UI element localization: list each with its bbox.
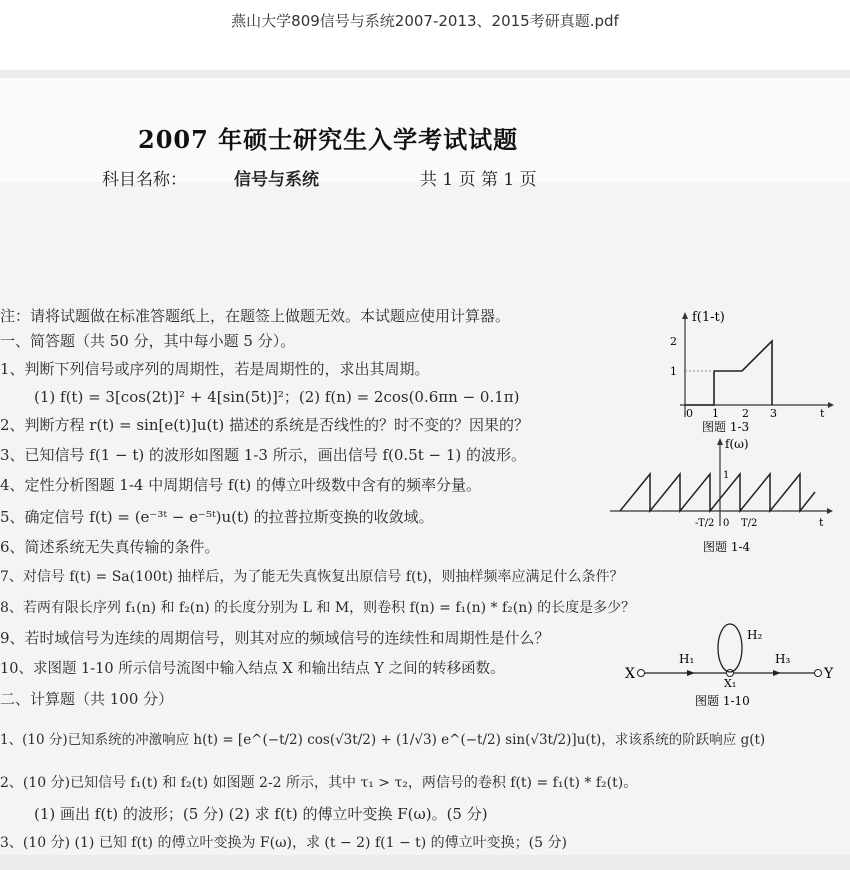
fig13-caption: 图题 1-3 bbox=[702, 420, 750, 434]
question-2: 2、判断方程 r(t) = sin[e(t)]u(t) 描述的系统是否线性的？时不变的？因果的？ bbox=[0, 416, 529, 434]
subject-label: 科目名称： bbox=[102, 170, 187, 190]
fig110-y: Y bbox=[824, 666, 834, 682]
fig110-h2: H₂ bbox=[747, 628, 763, 642]
figure-1-10 bbox=[625, 615, 835, 710]
section-1-heading: 一、简答题（共 50 分，其中每小题 5 分）。 bbox=[0, 332, 296, 350]
calc-question-2: 2、(10 分)已知信号 f₁(t) 和 f₂(t) 如图题 2-2 所示，其中 τ₁ > τ₂，两信号的卷积 f(t) = f₁(t) * f₂(t)。 bbox=[0, 775, 638, 791]
page-count: 共 1 页 第 1 页 bbox=[420, 170, 537, 190]
fig110-h1: H₁ bbox=[679, 652, 695, 666]
figure-1-3 bbox=[650, 305, 835, 435]
question-5: 5、确定信号 f(t) = (e⁻³ᵗ − e⁻⁵ᵗ)u(t) 的拉普拉斯变换的收敛域。 bbox=[0, 508, 434, 526]
fig13-xtick-0: 0 bbox=[686, 407, 693, 420]
fig110-x1: X₁ bbox=[724, 677, 737, 690]
fig13-xaxis: t bbox=[820, 407, 825, 420]
question-1-sub: (1) f(t) = 3[cos(2t)]² + 4[sin(5t)]²；(2) f(n) = 2cos(0.6πn − 0.1π) bbox=[34, 388, 520, 406]
question-7: 7、对信号 f(t) = Sa(100t) 抽样后，为了能无失真恢复出原信号 f(t)，则抽样频率应满足什么条件？ bbox=[0, 569, 624, 585]
figure-1-4 bbox=[605, 436, 835, 556]
fig14-xtick-pos: T/2 bbox=[741, 518, 758, 529]
fig110-x: X bbox=[625, 666, 635, 682]
question-9: 9、若时域信号为连续的周期信号，则其对应的频域信号的连续性和周期性是什么？ bbox=[0, 629, 550, 647]
viewer-footer bbox=[0, 855, 850, 870]
question-8: 8、若两有限长序列 f₁(n) 和 f₂(n) 的长度分别为 L 和 M，则卷积 f(n) = f₁(n) * f₂(n) 的长度是多少？ bbox=[0, 600, 636, 616]
fig13-xtick-2: 2 bbox=[742, 407, 749, 420]
exam-note: 注：请将试题做在标准答题纸上，在题签上做题无效。本试题应使用计算器。 bbox=[0, 307, 511, 325]
fig14-xtick-neg: -T/2 bbox=[695, 518, 715, 529]
fig13-ytick-2: 2 bbox=[670, 335, 677, 348]
fig14-xtick-0: 0 bbox=[723, 518, 730, 529]
fig13-ylabel: f(1-t) bbox=[692, 310, 725, 325]
question-3: 3、已知信号 f(1 − t) 的波形如图题 1-3 所示，画出信号 f(0.5t − 1) 的波形。 bbox=[0, 446, 527, 464]
calc-question-1: 1、(10 分)已知系统的冲激响应 h(t) = [e^(−t/2) cos(√3t/2) + (1/√3) e^(−t/2) sin(√3t/2)]u(t)，求该系统的阶跃响应 g(t) bbox=[0, 732, 766, 748]
exam-title: 2007 年硕士研究生入学考试试题 bbox=[138, 125, 519, 154]
question-1: 1、判断下列信号或序列的周期性，若是周期性的，求出其周期。 bbox=[0, 360, 430, 378]
fig14-xaxis: t bbox=[819, 516, 824, 529]
question-4: 4、定性分析图题 1-4 中周期信号 f(t) 的傅立叶级数中含有的频率分量。 bbox=[0, 476, 482, 494]
question-10: 10、求图题 1-10 所示信号流图中输入结点 X 和输出结点 Y 之间的转移函数。 bbox=[0, 661, 505, 677]
subject-name: 信号与系统 bbox=[234, 170, 319, 190]
viewer-header bbox=[0, 0, 850, 70]
question-6: 6、简述系统无失真传输的条件。 bbox=[0, 538, 220, 556]
calc-question-3: 3、(10 分) (1) 已知 f(t) 的傅立叶变换为 F(ω)，求 (t − 2) f(1 − t) 的傅立叶变换；(5 分) bbox=[0, 835, 567, 851]
document-title: 燕山大学809信号与系统2007-2013、2015考研真题.pdf bbox=[231, 12, 619, 30]
fig14-ytick: 1 bbox=[723, 470, 730, 481]
fig13-xtick-3: 3 bbox=[770, 407, 777, 420]
fig13-xtick-1: 1 bbox=[712, 407, 719, 420]
fig14-caption: 图题 1-4 bbox=[703, 540, 751, 554]
fig14-ylabel: f(ω) bbox=[725, 437, 749, 451]
calc-question-2-sub: (1) 画出 f(t) 的波形；(5 分) (2) 求 f(t) 的傅立叶变换 F(ω)。(5 分) bbox=[34, 805, 488, 823]
fig110-h3: H₃ bbox=[775, 652, 791, 666]
section-2-heading: 二、计算题（共 100 分） bbox=[0, 690, 174, 708]
fig13-ytick-1: 1 bbox=[670, 365, 677, 378]
fig110-caption: 图题 1-10 bbox=[695, 694, 750, 708]
toolbar-divider bbox=[0, 70, 850, 78]
